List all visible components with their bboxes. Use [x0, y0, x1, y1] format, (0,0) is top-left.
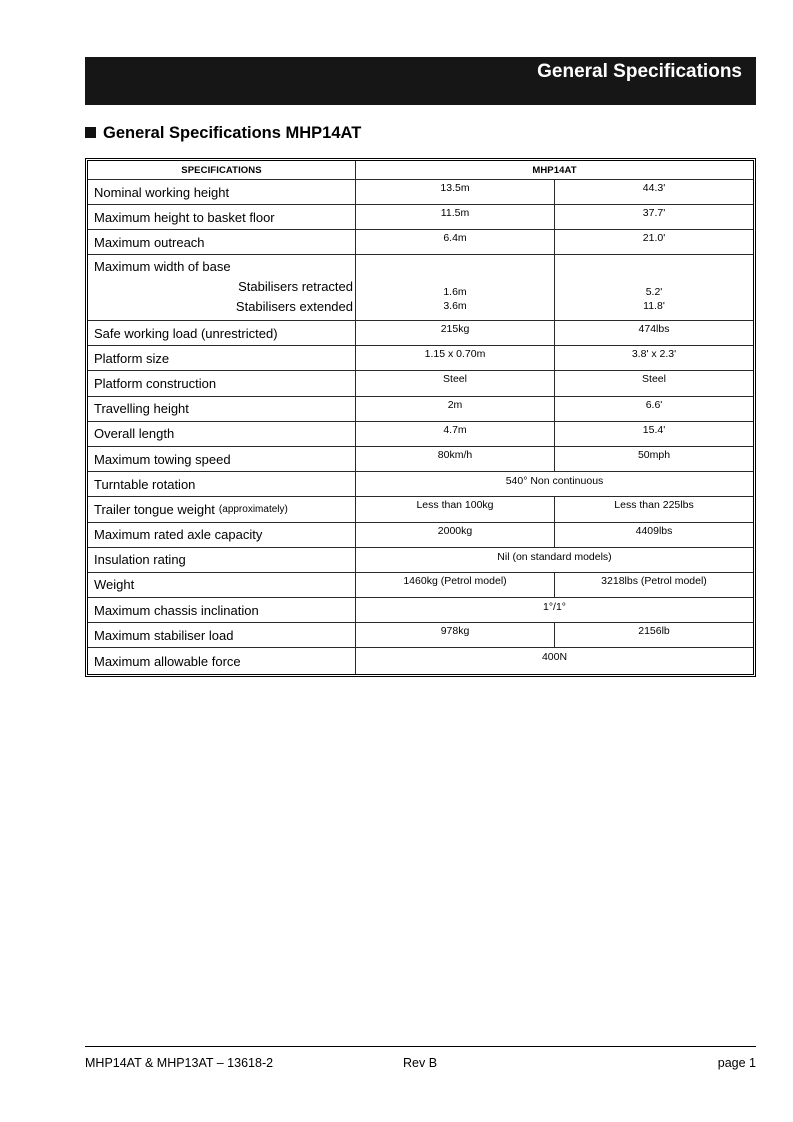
metric-value: 1.6m	[443, 286, 467, 298]
spec-label-cell	[88, 255, 356, 320]
table-header-row	[88, 161, 753, 180]
imperial-value: 5.2'	[645, 286, 663, 298]
table-row	[88, 346, 753, 371]
imperial-value: 2156lb	[638, 625, 670, 638]
table-row	[88, 371, 753, 396]
spec-label: Trailer tongue weight	[94, 501, 215, 517]
metric-value: 2000kg	[356, 523, 555, 547]
spec-label-note: (approximately)	[218, 503, 288, 515]
section-heading: General Specifications MHP14AT	[103, 124, 362, 142]
metric-value-cell	[356, 255, 555, 320]
combined-value: 400N	[541, 651, 568, 664]
spec-label: Travelling height	[88, 397, 356, 421]
metric-value: 4.7m	[356, 422, 555, 446]
imperial-value: 21.0'	[642, 232, 666, 244]
table-row	[88, 598, 753, 623]
metric-value: 215kg	[356, 321, 555, 345]
spec-label: Platform size	[88, 346, 356, 370]
footer-doc-ref: MHP14AT & MHP13AT – 13618-2	[85, 1056, 274, 1070]
metric-value: Steel	[356, 371, 555, 395]
footer-page-number: page 1	[717, 1056, 756, 1070]
table-row	[88, 523, 753, 548]
spec-label: Maximum chassis inclination	[88, 598, 356, 622]
table-row	[88, 422, 753, 447]
imperial-value: 3.8' x 2.3'	[631, 348, 677, 361]
spec-label: Maximum outreach	[88, 230, 356, 254]
spec-table	[85, 158, 756, 677]
spec-sublabel: Stabilisers retracted	[238, 279, 353, 294]
table-row	[88, 573, 753, 598]
imperial-value: 37.7'	[642, 207, 666, 219]
imperial-value: 474lbs	[638, 323, 670, 335]
combined-value: Nil (on standard models)	[497, 550, 612, 563]
metric-value: 6.4m	[356, 230, 555, 254]
table-row	[88, 447, 753, 472]
column-header-model: MHP14AT	[532, 164, 577, 176]
footer-divider	[85, 1046, 756, 1047]
table-row	[88, 497, 753, 522]
imperial-value: 50mph	[637, 448, 671, 461]
metric-value: Less than 100kg	[356, 497, 555, 521]
spec-label: Insulation rating	[88, 548, 356, 572]
imperial-value: 44.3'	[642, 182, 666, 194]
imperial-value: Less than 225lbs	[614, 499, 694, 512]
spec-label: Maximum width of base	[94, 259, 231, 274]
spec-label-cell	[88, 497, 356, 521]
metric-value: 3.6m	[443, 300, 467, 312]
imperial-value: Steel	[642, 373, 666, 386]
imperial-value: 4409lbs	[635, 524, 673, 537]
spec-label: Maximum rated axle capacity	[88, 523, 356, 547]
metric-value: 978kg	[356, 623, 555, 647]
spec-label: Maximum height to basket floor	[88, 205, 356, 229]
square-bullet-icon	[85, 127, 96, 138]
table-row	[88, 230, 753, 255]
imperial-value: 11.8'	[643, 300, 665, 312]
metric-value: 13.5m	[356, 180, 555, 204]
imperial-value: 6.6'	[645, 398, 663, 411]
imperial-value-cell	[555, 255, 753, 320]
table-row	[88, 321, 753, 346]
spec-label: Platform construction	[88, 371, 356, 395]
combined-value: 1°/1°	[543, 601, 566, 614]
spec-sublabel: Stabilisers extended	[235, 299, 353, 314]
table-row	[88, 472, 753, 497]
metric-value: 11.5m	[356, 205, 555, 229]
metric-value: 80km/h	[356, 447, 555, 471]
metric-value: 2m	[356, 397, 555, 421]
metric-value: 1.15 x 0.70m	[356, 346, 555, 370]
table-row	[88, 548, 753, 573]
metric-value: 1460kg (Petrol model)	[356, 573, 555, 597]
spec-label: Maximum towing speed	[88, 447, 356, 471]
column-header-specifications: SPECIFICATIONS	[88, 161, 356, 179]
table-row-width-of-base	[88, 255, 753, 321]
spec-label: Weight	[88, 573, 356, 597]
footer-revision: Rev B	[403, 1056, 438, 1070]
table-row	[88, 648, 753, 673]
spec-label: Overall length	[88, 422, 356, 446]
spec-label: Maximum stabiliser load	[88, 623, 356, 647]
header-title: General Specifications	[537, 61, 742, 82]
table-row	[88, 180, 753, 205]
spec-label: Turntable rotation	[88, 472, 356, 496]
spec-label: Maximum allowable force	[88, 648, 356, 673]
spec-label: Safe working load (unrestricted)	[88, 321, 356, 345]
table-row	[88, 397, 753, 422]
table-row	[88, 623, 753, 648]
table-row	[88, 205, 753, 230]
header-bar	[85, 57, 756, 105]
combined-value: 540° Non continuous	[505, 475, 604, 488]
imperial-value: 15.4'	[642, 423, 666, 436]
imperial-value: 3218lbs (Petrol model)	[601, 574, 707, 587]
spec-label: Nominal working height	[88, 180, 356, 204]
